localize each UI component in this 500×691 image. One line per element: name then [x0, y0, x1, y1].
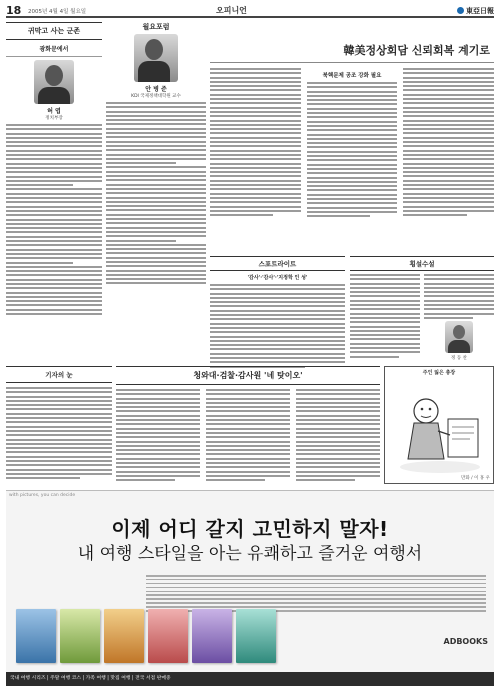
author-role: 정치부장: [45, 116, 63, 121]
author-name: 허 엽: [47, 108, 61, 115]
left-column-body: [6, 124, 102, 315]
book-cover: [192, 609, 232, 663]
page-header: [6, 4, 494, 18]
editorial-column: [210, 22, 494, 254]
editorial-body-col-1: [210, 68, 301, 220]
cartoon-title: 주인 잃은 총장: [422, 370, 456, 376]
advertisement: [6, 490, 494, 686]
editorial-cartoon-box: [384, 366, 494, 484]
brand-logo-icon: [457, 7, 464, 14]
editorial-subhead: 북핵문제 공조 강화 필요: [322, 73, 382, 79]
ad-bottom-strip: 국내 여행 시리즈 | 주말 여행 코스 | 가족 여행 | 맛집 여행 | 전국 서점 판매중: [6, 672, 494, 686]
page-number: 18: [6, 4, 22, 17]
mid-column-title: 월요포럼: [142, 23, 170, 31]
forum-author-role: KDI 국제정책대학원 교수: [131, 94, 181, 99]
book-cover: [236, 609, 276, 663]
author-photo: [34, 60, 74, 104]
reporter-eye-title: 기자의 눈: [6, 367, 112, 383]
brand-name: 東亞日報: [466, 7, 494, 15]
section-title: 오피니언: [216, 6, 247, 15]
reporter-eye-body: [6, 387, 112, 479]
book-cover: [104, 609, 144, 663]
newspaper-brand: [457, 6, 494, 16]
left-column: [6, 22, 102, 362]
lower-article-col-2: [206, 389, 290, 484]
reporter-eye-box: [6, 366, 112, 484]
lower-article-col-1: [116, 389, 200, 484]
cartoon-illustration: [386, 379, 494, 477]
ad-logo: ADBOOKS: [443, 637, 488, 646]
column-box: [350, 256, 494, 362]
ad-book-covers: [16, 609, 316, 665]
cartoon-credit: 만화 / 이 홍 우: [461, 476, 490, 481]
spotlight-caption: '감사'·'감사'·'지정학 인 성': [247, 275, 308, 281]
spotlight-title: 스포트라이트: [210, 257, 345, 271]
editorial-cartoon: [384, 366, 494, 484]
forum-author-name: 안 병 준: [145, 86, 167, 93]
forum-author-photo: [134, 34, 178, 82]
ad-headline-1: 이제 어디 갈지 고민하지 말자!: [111, 517, 389, 541]
mid-column: [106, 22, 206, 362]
issue-date: 2005년 4월 4일 월요일: [28, 9, 87, 15]
column-writer-name: 정 동 찬: [451, 356, 467, 362]
lower-article-title: 청와대·검찰·감사원 '네 탓이오': [116, 367, 380, 385]
spotlight-body: [210, 284, 345, 368]
ad-tagline: with pictures, you can decide: [9, 493, 76, 498]
book-cover: [16, 609, 56, 663]
book-cover: [148, 609, 188, 663]
book-cover: [60, 609, 100, 663]
lower-article-col-3: [296, 389, 380, 484]
column-body-right: [424, 274, 494, 361]
ad-headline-2: 내 여행 스타일을 아는 유쾌하고 즐거운 여행서: [77, 544, 423, 564]
editorial-body-col-3: [403, 68, 494, 220]
editorial-body-col-2: [307, 68, 398, 220]
left-column-title: 귀막고 사는 군존: [6, 22, 102, 40]
column-title: 횡설수설: [350, 257, 494, 271]
left-column-byline: 광화문에서: [6, 44, 102, 57]
editorial-headline: 韓美정상회담 신뢰회복 계기로: [210, 22, 494, 63]
column-writer-photo: [445, 321, 473, 353]
lower-article: [116, 366, 380, 484]
spotlight-box: [210, 256, 345, 362]
column-body-left: [350, 274, 420, 361]
mid-column-body: [106, 102, 206, 284]
